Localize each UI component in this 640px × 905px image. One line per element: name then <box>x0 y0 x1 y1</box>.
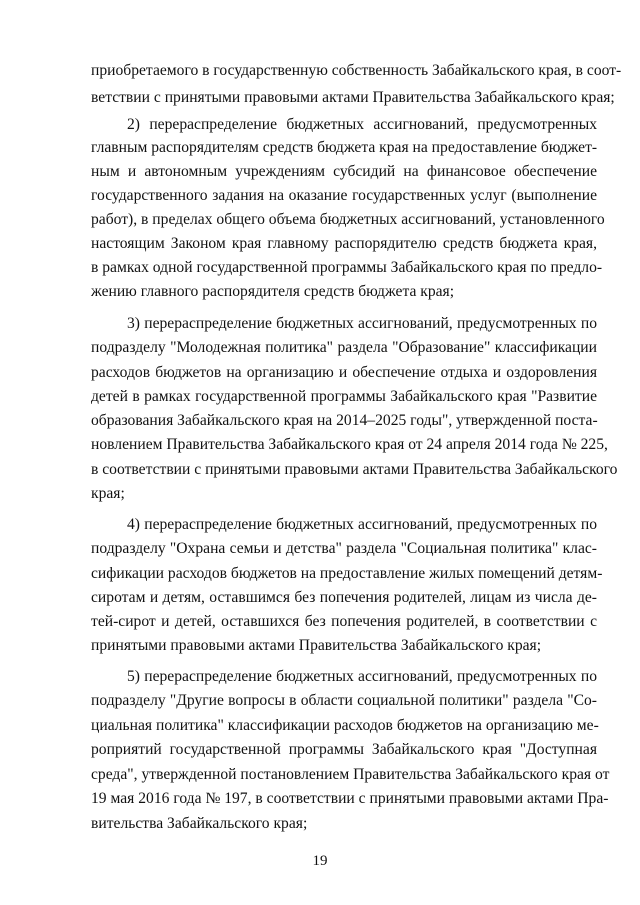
text-line: в соответствии с принятыми правовыми актами Правительства Забайкальского <box>91 461 618 478</box>
text-line: жению главного распорядителя средств бюджета края; <box>91 283 455 300</box>
text-line: детей в рамках государственной программы Забайкальского края "Развитие <box>91 388 597 405</box>
text-line: края; <box>91 485 125 502</box>
text-line: в рамках одной государственной программы Забайкальского края по предло- <box>91 259 603 276</box>
text-line: тей-сирот и детей, оставшихся без попечения родителей, в соответствии с <box>91 613 597 630</box>
text-line: государственного задания на оказание государственных услуг (выполнение <box>91 187 597 204</box>
text-line: роприятий государственной программы Забайкальского края "Доступная <box>91 741 597 758</box>
text-line: вительства Забайкальского края; <box>91 815 308 832</box>
text-line: настоящим Законом края главному распорядителю средств бюджета края, <box>91 235 597 252</box>
text-line: расходов бюджетов на организацию и обеспечение отдыха и оздоровления <box>91 364 597 381</box>
text-line: 2) перераспределение бюджетных ассигнований, предусмотренных <box>127 116 597 133</box>
text-line: 19 мая 2016 года № 197, в соответствии с принятыми правовыми актами Пра- <box>91 790 609 807</box>
page-number: 19 <box>312 853 328 869</box>
text-line: ветствии с принятыми правовыми актами Правительства Забайкальского края; <box>91 89 615 106</box>
text-line: подразделу "Молодежная политика" раздела "Образование" классификации <box>91 339 597 356</box>
text-line: главным распорядителям средств бюджета края на предоставление бюджет- <box>91 139 598 156</box>
text-line: циальная политика" классификации расходов бюджетов на организацию ме- <box>91 717 599 734</box>
text-line: подразделу "Другие вопросы в области социальной политики" раздела "Со- <box>91 692 597 709</box>
text-line: 3) перераспределение бюджетных ассигнований, предусмотренных по <box>127 315 597 332</box>
text-line: среда", утвержденной постановлением Правительства Забайкальского края от <box>91 766 610 783</box>
text-line: подразделу "Охрана семьи и детства" раздела "Социальная политика" клас- <box>91 540 597 557</box>
text-line: 5) перераспределение бюджетных ассигнований, предусмотренных по <box>127 668 597 685</box>
text-line: новлением Правительства Забайкальского края от 24 апреля 2014 года № 225, <box>91 436 608 453</box>
text-line: 4) перераспределение бюджетных ассигнований, предусмотренных по <box>127 516 597 533</box>
text-line: образования Забайкальского края на 2014–2025 годы", утвержденной поста- <box>91 412 598 429</box>
text-line: сификации расходов бюджетов на предоставление жилых помещений детям- <box>91 565 603 582</box>
text-line: приобретаемого в государственную собственность Забайкальского края, в соот- <box>91 62 622 79</box>
text-line: работ), в пределах общего объема бюджетных ассигнований, установленного <box>91 211 605 228</box>
text-line: сиротам и детям, оставшимся без попечения родителей, лицам из числа де- <box>91 589 597 606</box>
text-line: ным и автономным учреждениям субсидий на финансовое обеспечение <box>91 163 597 180</box>
text-line: принятыми правовыми актами Правительства Забайкальского края; <box>91 637 542 654</box>
